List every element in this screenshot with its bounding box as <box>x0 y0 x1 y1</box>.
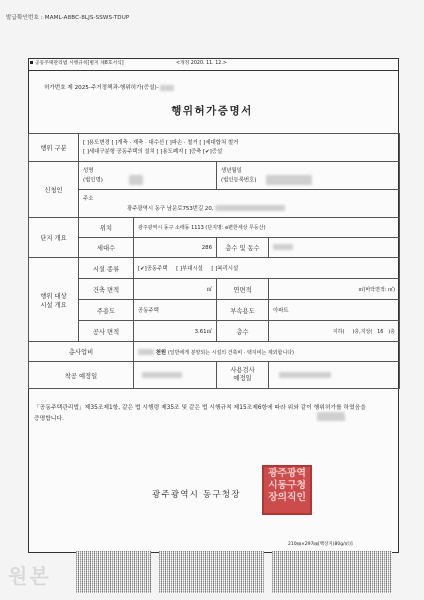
inspection-date-value <box>269 362 400 389</box>
inspection-date-label: 사용검사 예정일 <box>217 362 269 389</box>
applicant-address-label: 주소 <box>83 195 94 202</box>
floor-area-label: 연면적 <box>217 279 269 300</box>
building-area-label: 건축 면적 <box>79 279 134 300</box>
redacted-block <box>266 175 312 185</box>
applicant-birth-cell <box>217 162 400 190</box>
issuer-name: 광주광역시 동구청장 <box>152 490 241 500</box>
paper-size-note: 210㎜×297㎜[백상지(80g/㎡)] <box>288 542 353 547</box>
households-value: 286 <box>134 238 217 258</box>
facility-kind-label: 시설 종류 <box>79 258 134 279</box>
act-type-label: 행위 구분 <box>29 134 79 162</box>
redacted-block <box>138 349 154 355</box>
square-bullet-icon <box>30 61 33 64</box>
seal-text: 광주광역 시동구청 장의직인 <box>268 468 306 503</box>
issue-date-redacted <box>317 412 345 421</box>
act-type-line1: [ ]용도변경 [ ]개축 · 재축 · 대수선 [ ]파손 · 철거 [ ]세대합쳐 철거 <box>83 139 239 146</box>
verification-number: 발급확인번호 : MAML-A8BC-8LJS-SSWS-TDUP <box>6 15 130 21</box>
security-code-strip-3 <box>272 551 392 593</box>
complex-floors-value <box>269 238 400 258</box>
sub-use-label: 부속용도 <box>217 300 269 321</box>
certification-text: 「공동주택관리법」제35조제1항, 같은 법 시행령 제35조 및 같은 법 시행규칙 제15조제6항에 따라 위와 같이 행위허가를 하였음을 증명합니다. <box>34 405 366 422</box>
start-date-value <box>134 362 217 389</box>
act-type-line2: [ ]세대구분형 공동주택의 설치 [ ]용도폐지 [ ]증축 [✔]증설 <box>83 148 223 155</box>
applicant-birth-label: 생년월일 (법인등록번호) <box>221 167 257 183</box>
total-cost-label: 총사업비 <box>29 342 134 362</box>
applicant-name-label: 성명 (법인명) <box>83 167 103 183</box>
main-use-label: 주용도 <box>79 300 134 321</box>
facility-label: 행위 대상 시설 개요 <box>29 258 79 342</box>
form-header-text: 공동주택관리법 시행규칙[별지 제8호서식] <box>35 61 124 66</box>
start-date-label: 착공 예정일 <box>29 362 134 389</box>
redacted-block <box>129 175 143 185</box>
facility-floors-label: 층수 <box>217 321 269 342</box>
permit-table <box>28 133 400 389</box>
redacted-block <box>142 372 182 378</box>
security-code-strip-2 <box>159 551 264 593</box>
total-cost-unit: 천원 <box>155 349 167 356</box>
complex-label: 단지 개요 <box>29 218 79 258</box>
redacted-block <box>215 205 285 211</box>
complex-location-label: 위치 <box>79 218 134 238</box>
security-code-strip-1 <box>76 551 151 593</box>
applicant-address-value: 광주광역시 동구 남문로753번길 20, <box>127 205 214 212</box>
redacted-block <box>279 372 331 378</box>
redacted-block <box>273 244 293 250</box>
form-header <box>30 59 124 66</box>
applicant-address-cell <box>79 190 400 218</box>
complex-location-value: 광주광역시 동구 소태동 1113 (단지명: e편한세상 무등산) <box>134 218 400 238</box>
permit-number <box>44 83 174 91</box>
facility-kind-options: [✔]공동주택 [ ]부대시설 [ ]복리시설 <box>134 258 400 279</box>
applicant-label: 신청인 <box>29 162 79 218</box>
total-cost-value <box>134 342 400 362</box>
building-area-value: ㎡ <box>134 279 217 300</box>
header-divider <box>28 70 399 71</box>
redacted-block <box>160 85 174 91</box>
floor-area-value: ㎡(바닥면적: ㎡) <box>269 279 400 300</box>
households-label: 세대수 <box>79 238 134 258</box>
permit-number-text: 허가번호 제 2025-주거정책과-행위허가(증설)- <box>44 85 159 91</box>
official-seal <box>262 465 312 515</box>
facility-floors-value: 지하( )층,지상( 16 )층 <box>269 321 400 342</box>
sub-use-value: 아파트 <box>269 300 400 321</box>
work-area-value: 3.61㎡ <box>134 321 217 342</box>
revision-note: <개정 2020. 11. 12.> <box>176 61 227 66</box>
applicant-name-cell <box>79 162 217 190</box>
total-cost-note: (일반에게 분양되는 시설의 건축비 · 택지비는 제외합니다) <box>167 349 294 356</box>
complex-floors-label: 층수 및 동수 <box>217 238 269 258</box>
act-type-options <box>79 134 400 162</box>
work-area-label: 공사 면적 <box>79 321 134 342</box>
page-title: 행위허가증명서 <box>171 105 253 117</box>
main-use-value: 공동주택 <box>134 300 217 321</box>
original-watermark: 원본 <box>8 564 51 588</box>
